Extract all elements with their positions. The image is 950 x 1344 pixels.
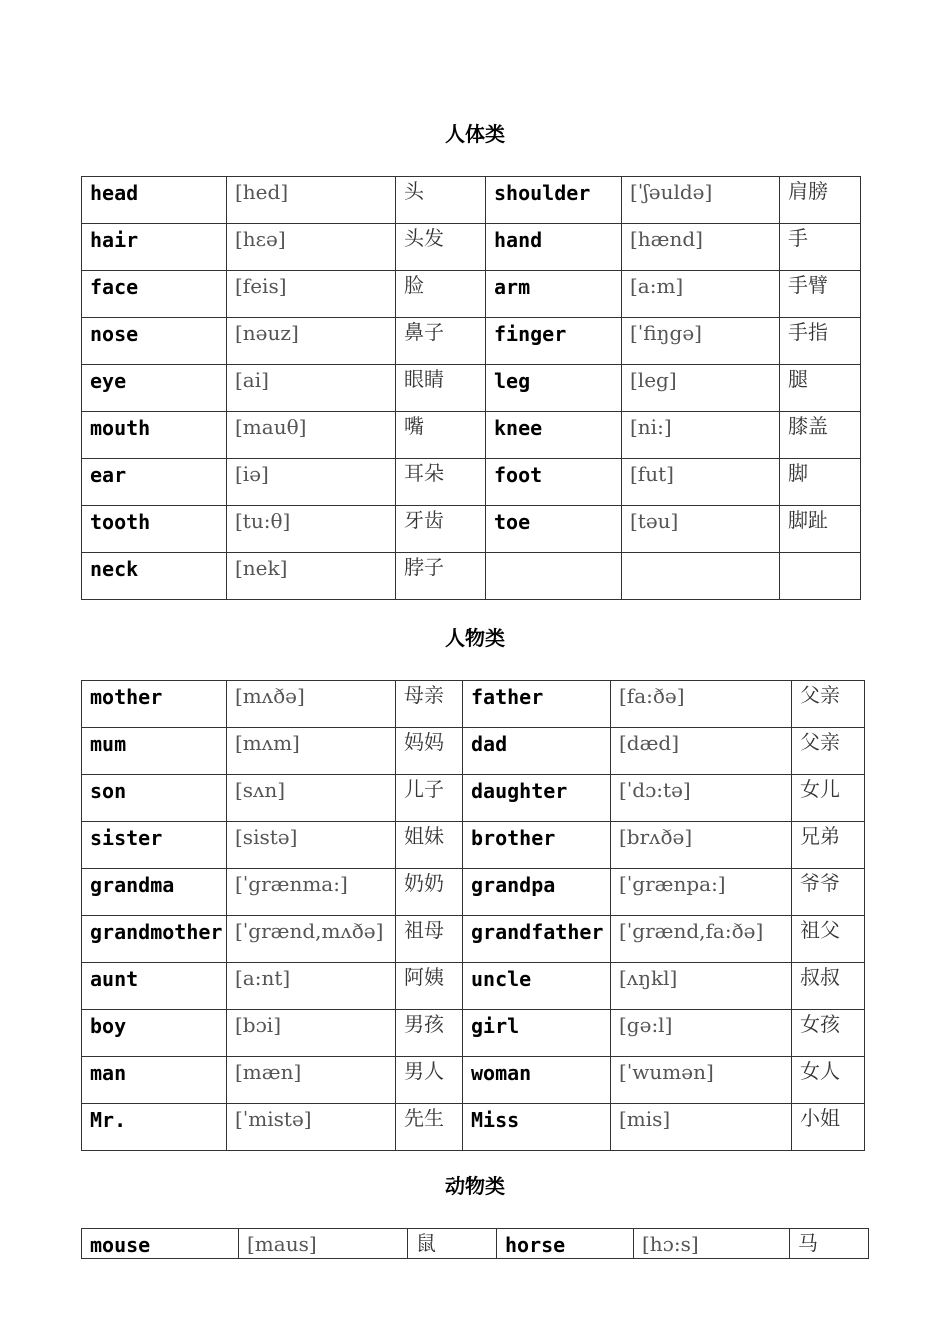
phonetic-cell: [feis]	[227, 271, 396, 318]
phonetic-cell: [ʌŋkl]	[611, 963, 792, 1010]
word-cell: neck	[82, 553, 227, 600]
word-cell	[486, 553, 622, 600]
chinese-cell: 男孩	[396, 1010, 463, 1057]
phonetic-cell: [maus]	[239, 1229, 408, 1259]
word-cell: sister	[82, 822, 227, 869]
word-cell: foot	[486, 459, 622, 506]
chinese-cell: 牙齿	[396, 506, 486, 553]
word-cell: aunt	[82, 963, 227, 1010]
phonetic-cell: [sistə]	[227, 822, 396, 869]
chinese-cell: 祖母	[396, 916, 463, 963]
chinese-cell: 姐妹	[396, 822, 463, 869]
chinese-cell: 手	[780, 224, 861, 271]
table-row	[82, 681, 865, 728]
table-row	[82, 728, 865, 775]
word-cell: Mr.	[82, 1104, 227, 1151]
word-cell: nose	[82, 318, 227, 365]
chinese-cell: 爷爷	[792, 869, 865, 916]
chinese-cell: 父亲	[792, 681, 865, 728]
phonetic-cell: [a:nt]	[227, 963, 396, 1010]
chinese-cell: 妈妈	[396, 728, 463, 775]
phonetic-cell: [mʌðə]	[227, 681, 396, 728]
word-cell: daughter	[463, 775, 611, 822]
table-row	[82, 506, 861, 553]
phonetic-cell: [ai]	[227, 365, 396, 412]
word-cell: boy	[82, 1010, 227, 1057]
phonetic-cell	[622, 553, 780, 600]
chinese-cell: 小姐	[792, 1104, 865, 1151]
chinese-cell: 女孩	[792, 1010, 865, 1057]
phonetic-cell: [fut]	[622, 459, 780, 506]
chinese-cell: 母亲	[396, 681, 463, 728]
word-cell: son	[82, 775, 227, 822]
chinese-cell: 鼻子	[396, 318, 486, 365]
phonetic-cell: [hɔ:s]	[634, 1229, 790, 1259]
phonetic-cell: [ˈgrænd,mʌðə]	[227, 916, 396, 963]
chinese-cell	[780, 553, 861, 600]
word-cell: dad	[463, 728, 611, 775]
chinese-cell: 嘴	[396, 412, 486, 459]
chinese-cell: 手指	[780, 318, 861, 365]
chinese-cell: 眼睛	[396, 365, 486, 412]
chinese-cell: 腿	[780, 365, 861, 412]
phonetic-cell: [ˈgrænd,fa:ðə]	[611, 916, 792, 963]
phonetic-cell: [mauθ]	[227, 412, 396, 459]
chinese-cell: 女儿	[792, 775, 865, 822]
phonetic-cell: [dæd]	[611, 728, 792, 775]
phonetic-cell: [ˈmistə]	[227, 1104, 396, 1151]
chinese-cell: 脸	[396, 271, 486, 318]
word-cell: hair	[82, 224, 227, 271]
chinese-cell: 女人	[792, 1057, 865, 1104]
phonetic-cell: [ˈgrænma:]	[227, 869, 396, 916]
table-row	[82, 177, 861, 224]
phonetic-cell: [ˈwumən]	[611, 1057, 792, 1104]
phonetic-cell: [ˈdɔ:tə]	[611, 775, 792, 822]
word-cell: face	[82, 271, 227, 318]
phonetic-cell: [ˈʃəuldə]	[622, 177, 780, 224]
phonetic-cell: [brʌðə]	[611, 822, 792, 869]
phonetic-cell: [mis]	[611, 1104, 792, 1151]
word-cell: grandmother	[82, 916, 227, 963]
word-cell: eye	[82, 365, 227, 412]
chinese-cell: 鼠	[408, 1229, 497, 1259]
table-row	[82, 869, 865, 916]
chinese-cell: 脚	[780, 459, 861, 506]
phonetic-cell: [təu]	[622, 506, 780, 553]
table-row	[82, 1057, 865, 1104]
table-row	[82, 412, 861, 459]
phonetic-cell: [sʌn]	[227, 775, 396, 822]
chinese-cell: 叔叔	[792, 963, 865, 1010]
table-row	[82, 822, 865, 869]
table-row	[82, 1104, 865, 1151]
phonetic-cell: [hɛə]	[227, 224, 396, 271]
phonetic-cell: [fa:ðə]	[611, 681, 792, 728]
table-row	[82, 365, 861, 412]
chinese-cell: 祖父	[792, 916, 865, 963]
word-cell: tooth	[82, 506, 227, 553]
vocab-table-animals	[81, 1228, 869, 1259]
chinese-cell: 手臂	[780, 271, 861, 318]
phonetic-cell: [mæn]	[227, 1057, 396, 1104]
phonetic-cell: [a:m]	[622, 271, 780, 318]
chinese-cell: 男人	[396, 1057, 463, 1104]
word-cell: hand	[486, 224, 622, 271]
word-cell: arm	[486, 271, 622, 318]
chinese-cell: 膝盖	[780, 412, 861, 459]
chinese-cell: 马	[790, 1229, 869, 1259]
chinese-cell: 耳朵	[396, 459, 486, 506]
phonetic-cell: [hænd]	[622, 224, 780, 271]
phonetic-cell: [bɔi]	[227, 1010, 396, 1057]
chinese-cell: 头	[396, 177, 486, 224]
word-cell: toe	[486, 506, 622, 553]
phonetic-cell: [leg]	[622, 365, 780, 412]
word-cell: brother	[463, 822, 611, 869]
word-cell: mum	[82, 728, 227, 775]
phonetic-cell: [gə:l]	[611, 1010, 792, 1057]
word-cell: mother	[82, 681, 227, 728]
table-row	[82, 318, 861, 365]
vocab-table-body	[81, 176, 861, 600]
section-title-people: 人物类	[445, 626, 505, 650]
word-cell: girl	[463, 1010, 611, 1057]
word-cell: shoulder	[486, 177, 622, 224]
vocab-table-people	[81, 680, 865, 1151]
table-row	[82, 271, 861, 318]
word-cell: horse	[497, 1229, 634, 1259]
phonetic-cell: [ˈfiŋgə]	[622, 318, 780, 365]
word-cell: father	[463, 681, 611, 728]
table-row	[82, 1010, 865, 1057]
chinese-cell: 头发	[396, 224, 486, 271]
chinese-cell: 父亲	[792, 728, 865, 775]
word-cell: head	[82, 177, 227, 224]
table-row	[82, 224, 861, 271]
chinese-cell: 脚趾	[780, 506, 861, 553]
chinese-cell: 儿子	[396, 775, 463, 822]
phonetic-cell: [mʌm]	[227, 728, 396, 775]
phonetic-cell: [nek]	[227, 553, 396, 600]
word-cell: uncle	[463, 963, 611, 1010]
table-row	[82, 916, 865, 963]
phonetic-cell: [ˈgrænpa:]	[611, 869, 792, 916]
word-cell: knee	[486, 412, 622, 459]
chinese-cell: 先生	[396, 1104, 463, 1151]
word-cell: mouse	[82, 1229, 239, 1259]
phonetic-cell: [iə]	[227, 459, 396, 506]
word-cell: Miss	[463, 1104, 611, 1151]
phonetic-cell: [ni:]	[622, 412, 780, 459]
table-row	[82, 963, 865, 1010]
word-cell: grandpa	[463, 869, 611, 916]
table-row	[82, 553, 861, 600]
table-row	[82, 1229, 869, 1259]
table-row	[82, 459, 861, 506]
table-row	[82, 775, 865, 822]
chinese-cell: 肩膀	[780, 177, 861, 224]
word-cell: grandfather	[463, 916, 611, 963]
word-cell: leg	[486, 365, 622, 412]
word-cell: woman	[463, 1057, 611, 1104]
chinese-cell: 阿姨	[396, 963, 463, 1010]
chinese-cell: 奶奶	[396, 869, 463, 916]
chinese-cell: 兄弟	[792, 822, 865, 869]
word-cell: mouth	[82, 412, 227, 459]
word-cell: grandma	[82, 869, 227, 916]
section-title-animals: 动物类	[445, 1174, 505, 1198]
phonetic-cell: [nəuz]	[227, 318, 396, 365]
word-cell: finger	[486, 318, 622, 365]
word-cell: man	[82, 1057, 227, 1104]
phonetic-cell: [hed]	[227, 177, 396, 224]
chinese-cell: 脖子	[396, 553, 486, 600]
word-cell: ear	[82, 459, 227, 506]
section-title-body: 人体类	[445, 122, 505, 146]
phonetic-cell: [tu:θ]	[227, 506, 396, 553]
